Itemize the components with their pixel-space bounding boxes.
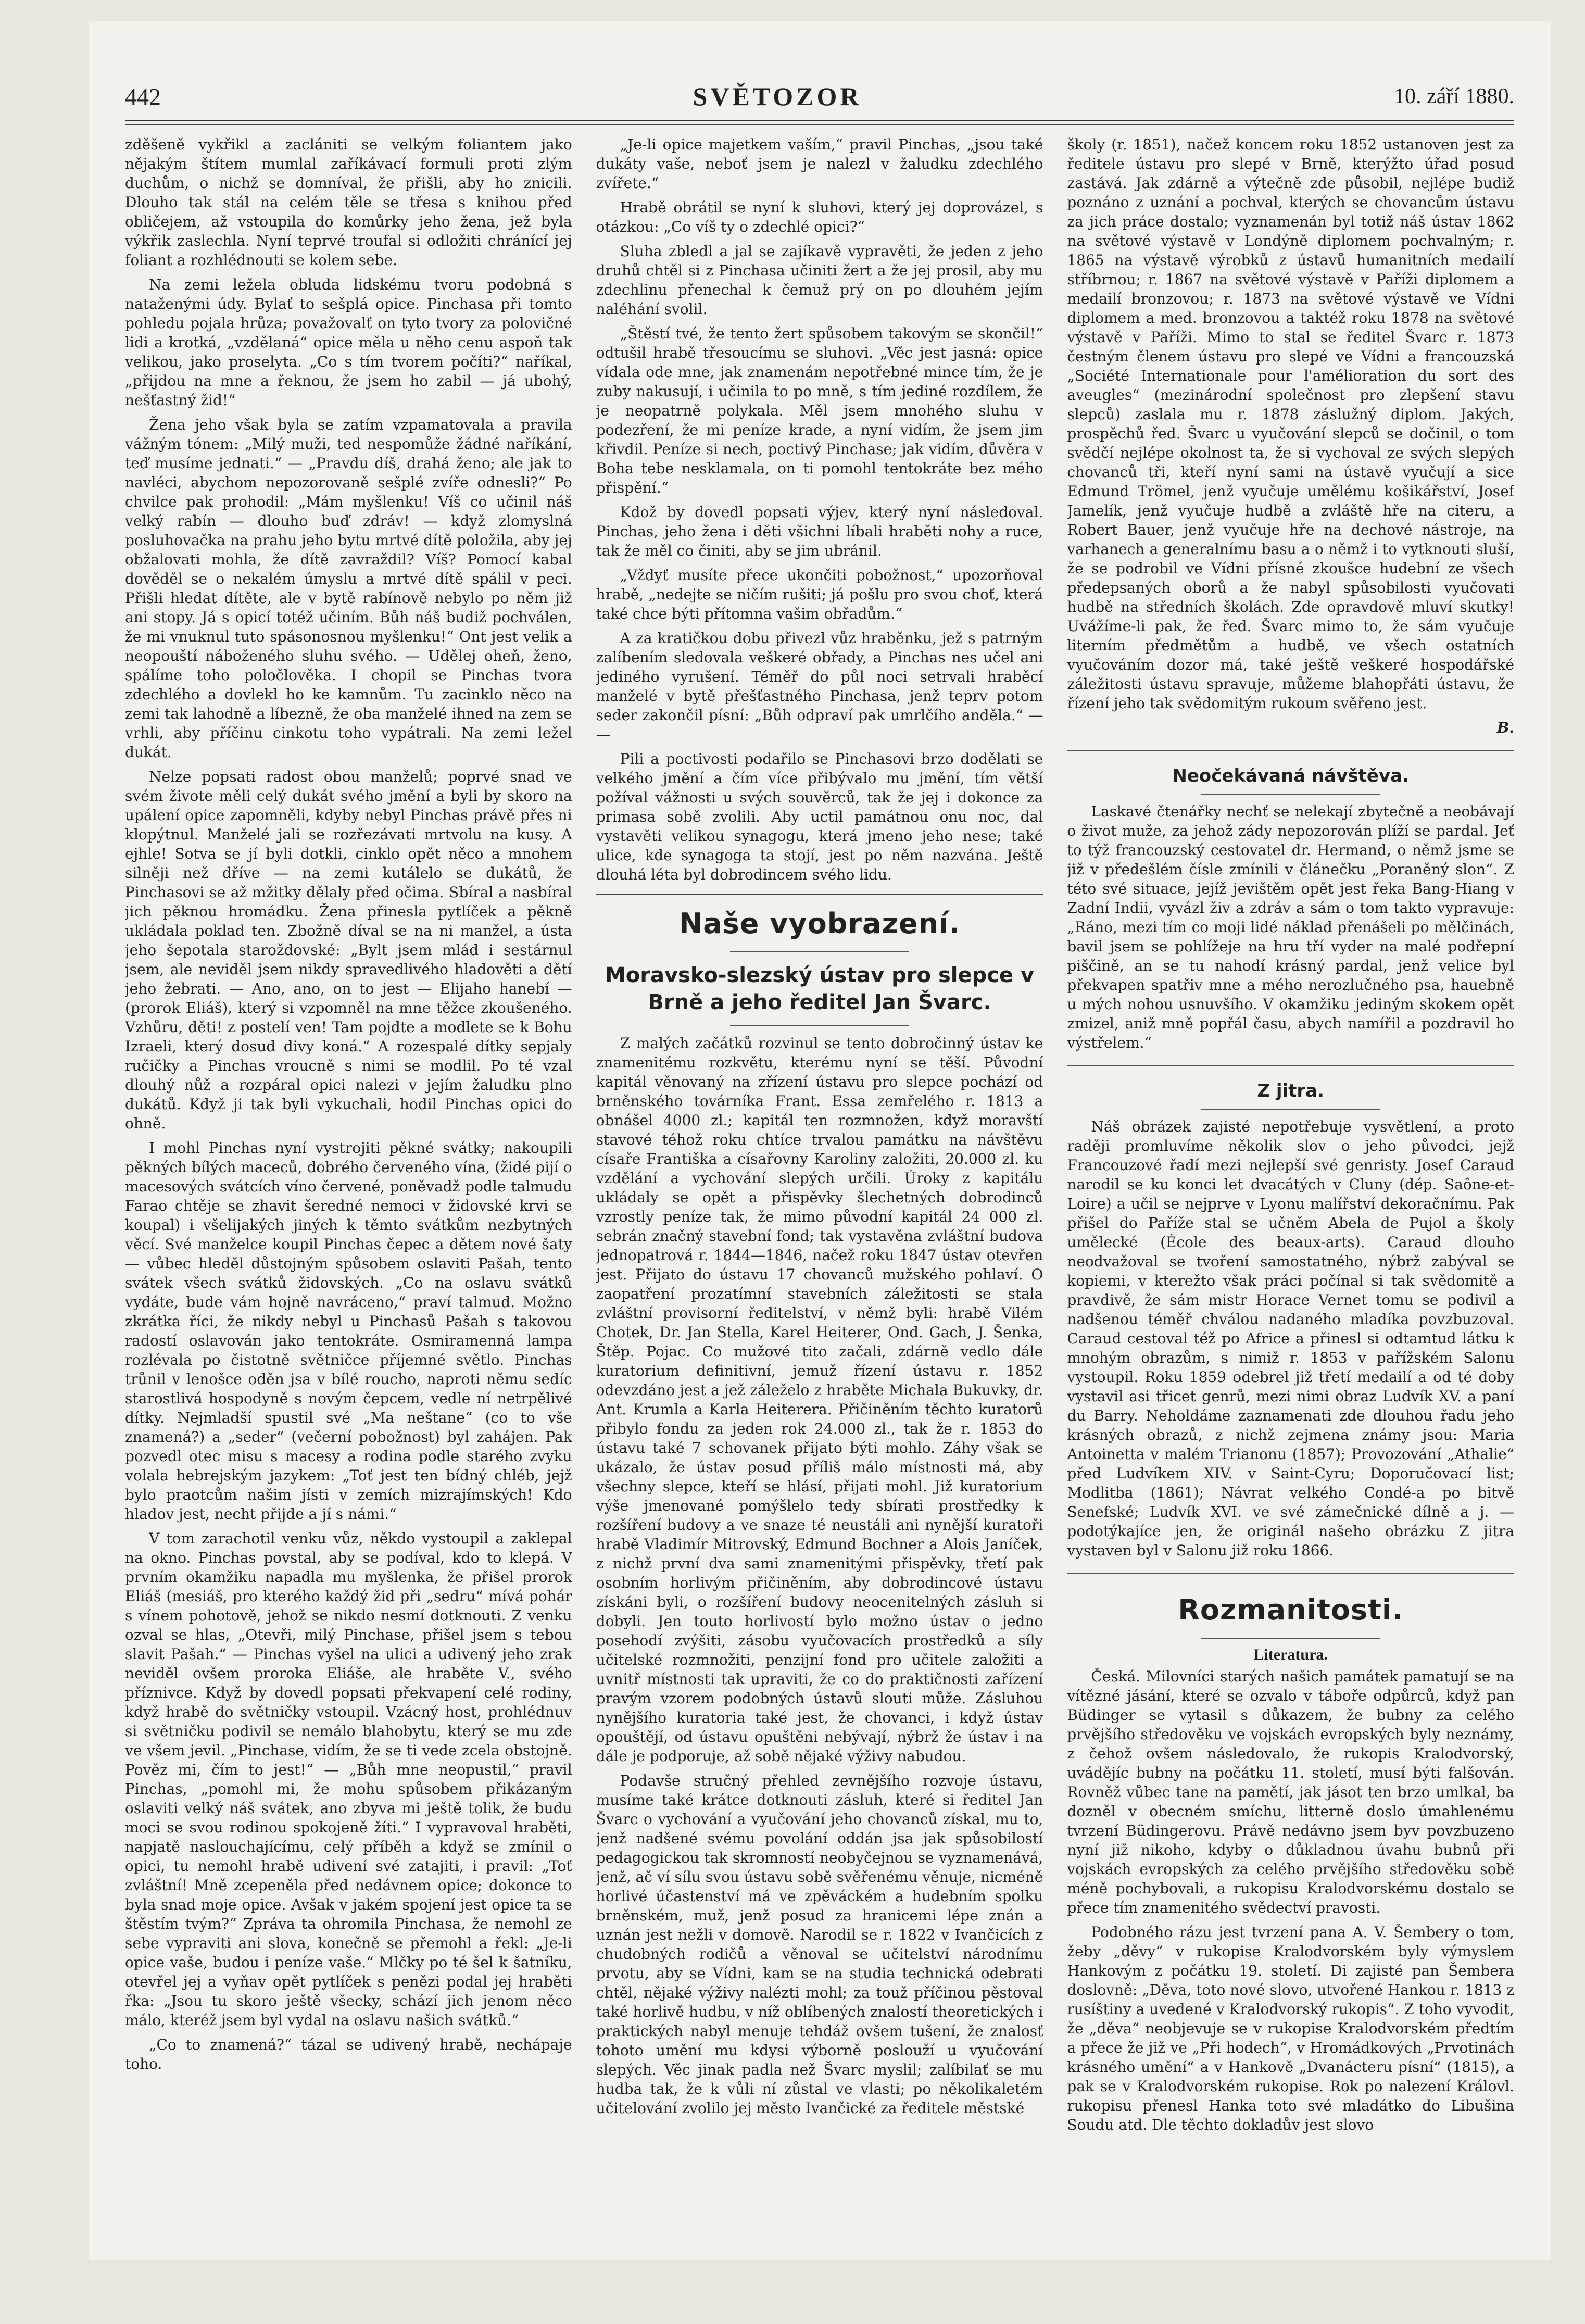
paragraph: Česká. Milovníci starých našich památek pamatují se na vítězné jásání, které se ozvalo v táboře odpůrců, když pan Büdinger se vytasil s důkazem, že bubny za celého prvějšího středověku ve vojskách evropských byly neznámy, z čehož ovšem následovalo, že rukopis Kralodvorský, uvádějíc bubny na počátku 11. století, musí býti falšován. Rovněž vůbec tane na pamětí, jak jásot ten brzo umlkal, ba dozněl v obecném smíchu, litterně doslo úmahlenému tvrzení Büdingerovu. Právě nedávno jsem byv povzbuzeno nyní již nikoho, kdyby o důkladnou úvahu bubnů při vojskách evropských za celého prvějšího středověku sobě méně pochybovali, a rukopisu Kralodvorskému dostalo se přece tím znamenitého svědectví pravosti. [1067, 1668, 1515, 1916]
paragraph: Z malých začátků rozvinul se tento dobročinný ústav ke znamenitému rozkvětu, kterému nyní se těší. Původní kapitál věnovaný na zřízení ústavu pro slepce pochází od brněnského továrníka Frant. Essa zemřelého r. 1813 a obnášel 4000 zl.; kapitál ten rozmnožen, když moravští stavové téhož roku chtíce trvalou památku na návštěvu císaře Františka a císařovny Karoliny založiti, 20.000 zl. ku vzdělání a vychování slepých určili. Úroky z kapitálu ukládaly se opět a přispěvky šlechetných dobrodinců vzrostly peníze tak, že mimo původní kapitál 24 000 zl. sebrán značný stavební fond; tak vystavěna zvláštní budova jednopatrová r. 1844—1846, načež roku 1847 ústav otevřen jest. Přijato do ústavu 17 chovanců mužského pohlaví. O zaopatření prozatímní stavebních záležitosti se stala zvláštní provisorní ředitelství, v němž byli: hrabě Vilém Chotek, Dr. Jan Stella, Karel Heiterer, Ond. Gach, J. Šenka, Štěp. Pojac. Co mužové tito začali, zdárně vedlo dále kuratorium definitivní, jemuž řízení ústavu r. 1852 odevzdáno jest a jež záleželo z hraběte Michala Bukuvky, dr. Ant. Krumla a Karla Heiterera. Přičiněním těchto kuratorů přibylo fondu za jeden rok 24.000 zl., tak že r. 1853 do ústavu také 7 schovanek přijato býti mohlo. Záhy však se ukázalo, že ústav posud příliš málo místnosti má, aby všechny slepce, kteří se hlásí, přijati mohl. Již kuratorium výše jmenované pomýšlelo tedy sbírati prostředky k rozšíření budovy a ve snaze té neustáli ani nynější kuratoři hrabě Vladimír Mitrovský, Edmund Bochner a Alois Janíček, z nichž první dva sami znamenitými přispěvky, třetí pak osobním horlivým přičiněním, aby dobrodincové ústavu získáni byli, o rozšíření budovy neocenitelných zásluh si dobyli. Jen touto horlivostí bylo možno ústav o jedno posehodí zvýšiti, zásobu vyučovacích prostředků a síly učitelské rozmnožiti, penzijní fond pro učitele založiti a uvnitř místnosti tak upraviti, že co do praktičnosti zařízení pravým vzorem podobných ústavů slouti může. Zásluhou nynějšího kuratoria také jest, že chovanci, i když ústav opouštějí, od ústavu opuštěni nebývají, nýbrž že ústav i na dále je podporuje, až sobě nějaké výživy nabudou. [596, 1035, 1043, 1765]
journal-title: SVĚTOZOR [693, 82, 862, 111]
columns [125, 135, 1514, 2192]
short-divider [730, 951, 909, 952]
page-header [125, 73, 1514, 121]
short-divider [730, 1025, 909, 1026]
section-divider [596, 894, 1043, 895]
paragraph: „Co to znamená?“ tázal se udivený hrabě, nechápaje toho. [125, 2036, 572, 2072]
paragraph: Žena jeho však byla se zatím vzpamatovala a pravila vážným tónem: „Milý muži, ted nespomůže žádné naříkání, teď musíme jednati.“ — „Pravdu díš, drahá ženo; ale jak to navléci, abychom nepozorovaně sešplé zvíře odnesli?“ Po chvilce pak prohodil: „Mám myšlenku! Víš co učinil náš velký rabín — dlouho buď zdráv! — když zlomyslná posluhovačka na prahu jeho bytu mrtvé dítě položila, aby jej obžalovati mohla, že dítě zavraždil? Víš? Pomocí kabal dověděl se o nekalém úmyslu a mrtvé dítě spálil v peci. Přišli hledat dítěte, ale v bytě rabínově nebylo po něm již ani stopy. Já s opicí totéž učiním. Bůh náš budiž pochválen, že mi vnuknul tuto spásonosnou myšlenku!“ Ont jest velik a neopouští náboženého sluhu svého. — Udělej oheň, ženo, spálíme toho poločlověka. I chopil se Pinchas tvora zdechlého a dovlekl ho ke kamnům. Tu zacinklo něco na zemi tak lahodně a líbezně, že oba manželé ihned na zem se vrhli, aby příčinu cinkotu toho vypátrali. Na zemi ležel dukát. [125, 416, 572, 761]
paragraph: Kdož by dovedl popsati výjev, který nyní následoval. Pinchas, jeho žena i děti všichni líbali hraběti nohy a ruce, tak že měl co činiti, aby se jim ubránil. [596, 504, 1043, 559]
signature [1067, 718, 1514, 737]
paragraph: Sluha zbledl a jal se zajíkavě vypravěti, že jeden z jeho druhů chtěl si z Pinchasa učiniti žert a že jej prosil, aby mu zdechlinu přenechal k čemuž prý on po dlouhém jejím naléhání svolil. [596, 243, 1043, 318]
subsection-heading: Literatura. [1253, 1646, 1328, 1663]
section-divider [1067, 1567, 1514, 1581]
section-heading: Rozmanitosti. [1178, 1593, 1404, 1626]
paragraph: „Štěstí tvé, že tento žert spůsobem takovým se skončil!“ odtušil hrabě třesoucímu se sluhovi. „Věc jest jasná: opice vídala ode mne, jak znamenám nepotřebné mince tím, že je zuby nakusují, i učinila to po mně, s tím jediné rozdílem, že je neopatrně polykala. Měl jsem mnohého sluhu v podezření, že mi peníze krade, a nyní vidím, že jsem jim křivdil. Peníze si nech, poctivý Pinchase; jak vidím, důvěra v Boha tebe nesklamala, on ti pomohl tentokráte bez mého přispění.“ [596, 325, 1043, 496]
section-divider [1067, 1060, 1514, 1073]
paragraph: Náš obrázek zajisté nepotřebuje vysvětlení, a proto raději promluvíme několik slov o jeho původci, jejž Francouzové řadí mezi nejlepší své genristy. Josef Caraud narodil se ku konci let dvacátých v Cluny (dép. Saône-et-Loire) a učil se nejprve v Lyonu malířství dekoračnímu. Pak přišel do Paříže stal se učněm Abela de Pujol a školy umělecké (École des beaux-arts). Caraud dlouho neodvažoval se tvoření samostatného, nýbrž zabýval se kopiemi, v kterežto však práci počínal si tak svědomitě a pravdivě, že sám mistr Horace Vernet tomu se podivil a nadšenou téměř chválou nadaného mladíka povzbuzoval. Caraud cestoval též po Africe a přinesl si odtamtud látku k mnohým obrazům, s nimiž r. 1853 v pařížském Salonu vystoupil. Roku 1859 odebrel již třetí medailí a od té doby vystavil asi třicet genrů, mezi nimi obraz Ludvík XV. a paní du Barry. Neholdáme zaznamenati zde dlouhou řadu jeho krásných obrazů, z nichž zejmena známy jsou: Maria Antoinetta v malém Trianonu (1857); Provozování „Athalie“ před Ludvíkem XIV. v Saint-Cyru; Doporučovací list; Modlitba (1861); Návrat velkého Condé-a po bitvě Senefské; Ludvík XVI. ve své zámečnické dílně a j. — podotýkajíce jen, že originál našeho obrázku Z jitra vystaven byl v Salonu již roku 1866. [1067, 1118, 1515, 1559]
column-3 [1067, 135, 1514, 2192]
section-divider [1067, 745, 1514, 758]
short-divider [1201, 1638, 1380, 1639]
paragraph: Hrabě obrátil se nyní k sluhovi, který jej doprovázel, s otázkou: „Co víš ty o zdechlé opici?“ [596, 199, 1043, 235]
paragraph: zděšeně vykřikl a zaclániti se velkým foliantem jako nějakým štítem mumlal zaříkávací formuli proti zlým duchům, o nichž se domníval, že přišli, aby ho znicili. Dlouho tak stál na celém těle se třesa s knihou před obličejem, až vstoupila do komůrky jeho žena, jež byla výkřik zaslechla. Nyní teprvé troufal si odložiti chránící jej foliant a rozhlédnouti se kolem sebe. [125, 136, 572, 269]
paragraph: Na zemi ležela obluda lidskému tvoru podobná s nataženými údy. Bylať to sešplá opice. Pinchasa při tomto pohledu pojala hrůza; považovalť on tyto tvory za polovičné lidi a krotká, „vzdělaná“ opice měla u něho cenu aspoň tak velikou, jako proselyta. „Co s tím tvorem počíti?“ naříkal, „přijdou na mne a řeknou, že jsem ho zabil — já ubohý, nešťastný žid!“ [125, 276, 572, 409]
short-divider [1201, 1109, 1380, 1110]
issue-date: 10. září 1880. [1394, 84, 1514, 108]
article-heading: Z jitra. [1257, 1081, 1325, 1101]
paragraph: A za kratičkou dobu přivezl vůz hraběnku, jež s patrným zalíbením sledovala veškeré obřady, a Pinchas nes učel ani jediného vyrušení. Téměř do půl noci setrvali hraběcí manželé v bytě přešťastného Pinchasa, jenž teprv potom seder zakončil písní: „Bůh odpraví pak umrlčího anděla.“ — — [596, 630, 1043, 743]
paragraph: školy (r. 1851), načež koncem roku 1852 ustanoven jest za ředitele ústavu pro slepé v Brně, kterýžto úřad posud zastává. Jak zdárně a výtečně zde působil, nejlépe budiž poznáno z uznání a pochval, kterých se chovancům ústavu za jich práce dostalo; vyznamenán byl totiž náš ústav 1862 na světové výstavě v Londýně diplomem pochvalným; r. 1865 na výstavě výrobků z ústavů humanitních medailí stříbrnou; r. 1867 na světové výstavě v Paříži diplomem a medailí bronzovou; r. 1873 na světové výstavě ve Vídni diplomem a med. bronzovou a taktéž roku 1878 na světové výstavě v Paříži. Mimo to stal se ředitel Švarc r. 1873 čestným členem ústavu pro slepé ve Vídni a francouzská „Société Internationale pour l'amélioration du sort des aveugles“ (mezinárodní společnost pro zlepšení stavu slepců) zaslala mu r. 1878 záslužný diplom. Jakých, prospěchů řed. Švarc u vyučování slepců se dočinil, o tom svědčí nejlépe okolnost ta, že si vychoval ze svých slepých chovanců tři, kteří nyní sami na ústavě vyučují a sice Edmund Trömel, jenž vyučuje umělému košikářství, Josef Jamelík, jenž vyučuje hudbě a zvláště hře na citeru, a Robert Bauer, jenž vyučuje hře na dechové nástroje, na varhanech a generalnímu basu a o němž i to vytknouti sluší, že se podrobil ve Vídni přísné zkoušce hudební ze všech předepsaných oborů a že nabyl spůsobilosti vyučovati hudbě na středních školách. Zde opravdově mluví skutky! Uvážíme-li pak, že řed. Švarc mimo to, že sám vyučuje literním předmětům a hudbě, ve všech ostatních vyučováním dozor má, také ještě veškeré hospodářské záležitosti ústavu spravuje, můžeme blahopřáti ústavu, že řízení jeho tak svědomitým rukoum svěřeno jest. [1067, 136, 1515, 712]
paragraph: Nelze popsati radost obou manželů; poprvé snad ve svém živote měli celý dukát svého jmění a byli by skoro na upálení opice zapomněli, kdyby nebyl Pinchas právě přes ni klopýtnul. Manželé jali se rozřezávati mrtvolu na kusy. A ejhle! Sotva se jí byli dotkli, cinklo opět něco a mnohem silněji než dříve — na zemi kutálelo se dukátů, že Pinchasovi se až mžitky dělaly před očima. Sbíral a nasbíral jich pěknou hromádku. Žena přinesla pytlíček a pěkně ukládala poklad ten. Zbožně díval se na ni manžel, a ústa jeho šepotala staroždovské: „Bylt jsem mlád i sestárnul jsem, ale neviděl jsem nikdy spravedlivého hladověti a dětí jeho žebrati. — Ano, ano, on to jest — Elijaho hanebí — (prorok Eliáš), který si vzpomněl na mne těžce zkoušeného. Vzhůru, děti! z postelí ven! Tam pojdte a modlete se k Bohu Izraeli, který dosud divy koná.“ A rozespalé dítky sepjaly ručičky a Pinchas vroucně s nimi se modlil. Po té vzal dlouhý nůž a rozpáral opici nalezi v jejím žaludku plno dukátů. Když ji tak byli vykuchali, hodil Pinchas opici do ohně. [125, 768, 572, 1132]
paragraph: Podobného rázu jest tvrzení pana A. V. Šembery o tom, žeby „děvy“ v rukopise Kralodvorském byly výmyslem Hankovým z počátku 19. století. Di zajisté pan Šembera doslovně: „Děva, toto nové slovo, utvořené Hankou r. 1813 z rusíštiny a uvedené v Kralodvorský rukopis“. Z toho vyvodit, že „děva“ neobjevuje se v rukopise Kralodvorském předtím a přece že již ve „Při hodech“, v Hromádkových „Prvotinách krásného umění“ a v Hankově „Dvanácteru písní“ (1815), a pak se v Kralodvorském rukopise. Rok po nalezení Královl. rukopisu přenesl Hanka toto své mladátko do Libušina Soudu atd. Dle těchto dokladův jest slovo [1067, 1924, 1515, 2133]
paragraph: Podavše stručný přehled zevnějšího rozvoje ústavu, musíme také krátce dotknouti zásluh, které si ředitel Jan Švarc o vychování a vyučování jeho chovanců získal, mu to, jenž nadšené svému povolání oddán jsa jak spůsobilostí pedagogickou tak skromností neobyčejnou se vyznamenává, jenž, ač ví sílu svou ústavu sobě svěřenému věnuje, nicméně horlivé účastenství má ve zpěváckém a hudebním spolku brněnském, muž, jenž posud za hranicemi lépe znán a uznán jest nežli v domově. Narodil se r. 1822 v Ivančicích z chudobných rodičů a věnoval se učitelství národnímu prvotu, aby se Vídni, kam se na studia technická odebrati chtěl, nějaké výživy nalézti mohl; za touž příčinou pěstoval také horlivě hudbu, v níž oblíbených znalostí theoretických i praktických nabyl menuje tehdáž ovšem tušení, že znalosť tohoto umění mu kdysi výborně poslouží u vyučování slepých. Věc jinak padla než Švarc myslil; zalíbilať se mu hudba tak, že k vůli ní zůstal ve vlasti; po několikaletém učitelování zvolilo jej město Ivančické za ředitele městské [596, 1772, 1043, 2117]
short-divider [1201, 794, 1380, 795]
article-heading: Moravsko-slezský ústav pro slepce v Brně a jeho ředitel Jan Švarc. [605, 963, 1035, 1014]
paragraph: Laskavé čtenářky nechť se nelekají zbytečně a neobávají o život muže, za jehož zády nepozorován plíží se pardal. Jeť to týž francouzský cestovatel dr. Hermand, o němž jsme se již v předešlém čísle zmínili v článečku „Poraněný slon“. Z této své situace, jejíž jevištěm opět jest řeka Bang-Hiang v Zadní Indii, vyvázl živ a zdráv a sám o tom takto vypravuje: „Ráno, mezi tím co moji lidé náklad přenášeli po mělčinách, bavil jsem se pohlížeje na hru tří vyder na malé podřepní piščině, an se tu nahodí krásný pardal, jenž velice byl překvapen spatřiv mne a mého nerozlučného psa, hauebně u mých nohou usnuvšího. V okamžiku jediným skokem opět zmizel, aniž mně popřál času, abych namířil a pozdravil ho výstřelem.“ [1067, 803, 1515, 1051]
article-heading: Neočekávaná návštěva. [1172, 765, 1409, 786]
paragraph: I mohl Pinchas nyní vystrojiti pěkné svátky; nakoupili pěkných bílých maceсů, dobrého červeného vína, (židé pijí o macesových svátcích víno červené, poněvadž podle talmudu Farao chtěje se zhavit šeredné nemoci v židovské krvi se koupal) i všelijakých jiných k těmto svátkům nezbytných věcí. Své manželce koupil Pinchas čepec a dětem nové šaty — vůbec hleděl důstojným spůsobem oslaviti Pašah, tento svátek všech svátků židovských. „Co na oslavu svátků vydáte, bude vám hojně navráceno,“ praví talmud. Možno zkrátka říci, že nikdy nebyl u Pinchasů Pašah s takovou radostí oslavován jako tentokráte. Osmiramenná lampa rozlévala po čistotně světničce příjemné světlo. Pinchas trůnil v lenošce oděn jsa v bílé roucho, naproti němu sedíc starostlivá hospodyně s novým čepcem, vedle ní netrpělivé dítky. Nejmladší spustil své „Ma neštane“ (co to vše znamená?) a „seder“ (večerní pobožnost) byl zahájen. Pak pozvedl otec misu s macesy a rodina podle starého zvyku volala hebrejským jazykem: „Toť jest ten bídný chléb, jejž bylo praotcům našim jísti v zemích mizrajímských! Kdo hladov jest, necht přijde a jí s námi.“ [125, 1139, 572, 1523]
section-heading: Naše vyobrazení. [679, 907, 960, 940]
header-rule [125, 124, 1514, 125]
paragraph: V tom zarachotil venku vůz, někdo vystoupil a zaklepal na okno. Pinchas povstal, aby se podíval, kdo to klepá. V prvním okamžiku napadla mu myšlenka, že přišel prorok Eliáš (mesiáš, pro kterého každý žid při „sedru“ mívá pohár s vínem pohotově, jehož se nikdo nesmí dotknouti. Z venku ozval se hlas, „Otevři, milý Pinchase, přišel jsem s tebou slavit Pašah.“ — Pinchas vyšel na ulici a udivený jeho zrak neviděl ovšem proroka Eliáše, ale hraběte V., svého příznivce. Když by dovedl popsati překvapení celé rodiny, když hrabě do světničky vstoupil. Vzácný host, prohlédnuv si světničku podivil se nemálo blahobytu, který se mu zde ve všem jevil. „Pinchase, vidím, že se ti vede zcela obstojně. Pověz mi, čím to jest!“ — „Bůh mne neopustil,“ pravil Pinchas, „pomohl mi, že mohu spůsobem přikázaným oslaviti velký náš svátek, ano zbyva mi ještě tolik, že budu moci se svou rodinou spokojeně žíti.“ I vypravoval hraběti, napjatě naslouchajícímu, celý příběh a když se zmínil o opici, tu nemohl hrabě udivení své zatajiti, i pravil: „Toť zvláštní! Mně zcepeněla před nedávnem opice; dokonce to byla snad moje opice. Avšak v jakém spojení jest opice ta se štěstím tvým?“ Zpráva ta ohromila Pinchasa, že nemohl ze sebe vypraviti ani slova, konečně se přemohl a řekl: „Je-li opice vaše, budou i peníze vaše.“ Mlčky po té šel k šatníku, otevřel jej a vyňav opět pytlíček s penězi podal jej hraběti řka: „Jsou tu skoro ještě všecky, schází jich jenom něco málo, kteréž jsem byl vydal na oslavu našich svátků.“ [125, 1530, 572, 2029]
page-number: 442 [125, 83, 161, 110]
paragraph: Pili a poctivosti podařilo se Pinchasovi brzo dodělati se velkého jmění a čím více přibývalo mu jmění, tím větší požíval vážnosti u svých souvěrců, tak že jej i dokonce za primasa sobě zvolili. Aby uctil památnou onu noc, dal vystavěti velikou synagogu, která jmeno jeho nese; také ulice, kde synagoga ta stojí, jest po něm nazvána. Ještě dlouhá léta byl dobrodincem svého lidu. [596, 750, 1043, 883]
column-2 [596, 135, 1043, 2192]
paragraph: „Je-li opice majetkem vaším,“ pravil Pinchas, „jsou také dukáty vaše, neboť jsem je nalezl v žaludku zdechlého zvířete.“ [596, 136, 1043, 192]
signature-initial: B. [1496, 719, 1515, 736]
newspaper-page [89, 21, 1551, 2260]
paragraph: „Vždyť musíte přece ukončiti pobožnost,“ upozorňoval hrabě, „nedejte se ničím rušiti; já pošlu pro svou choť, která také chce býti přítomna vašim obřadům.“ [596, 567, 1043, 622]
column-1 [125, 135, 572, 2192]
